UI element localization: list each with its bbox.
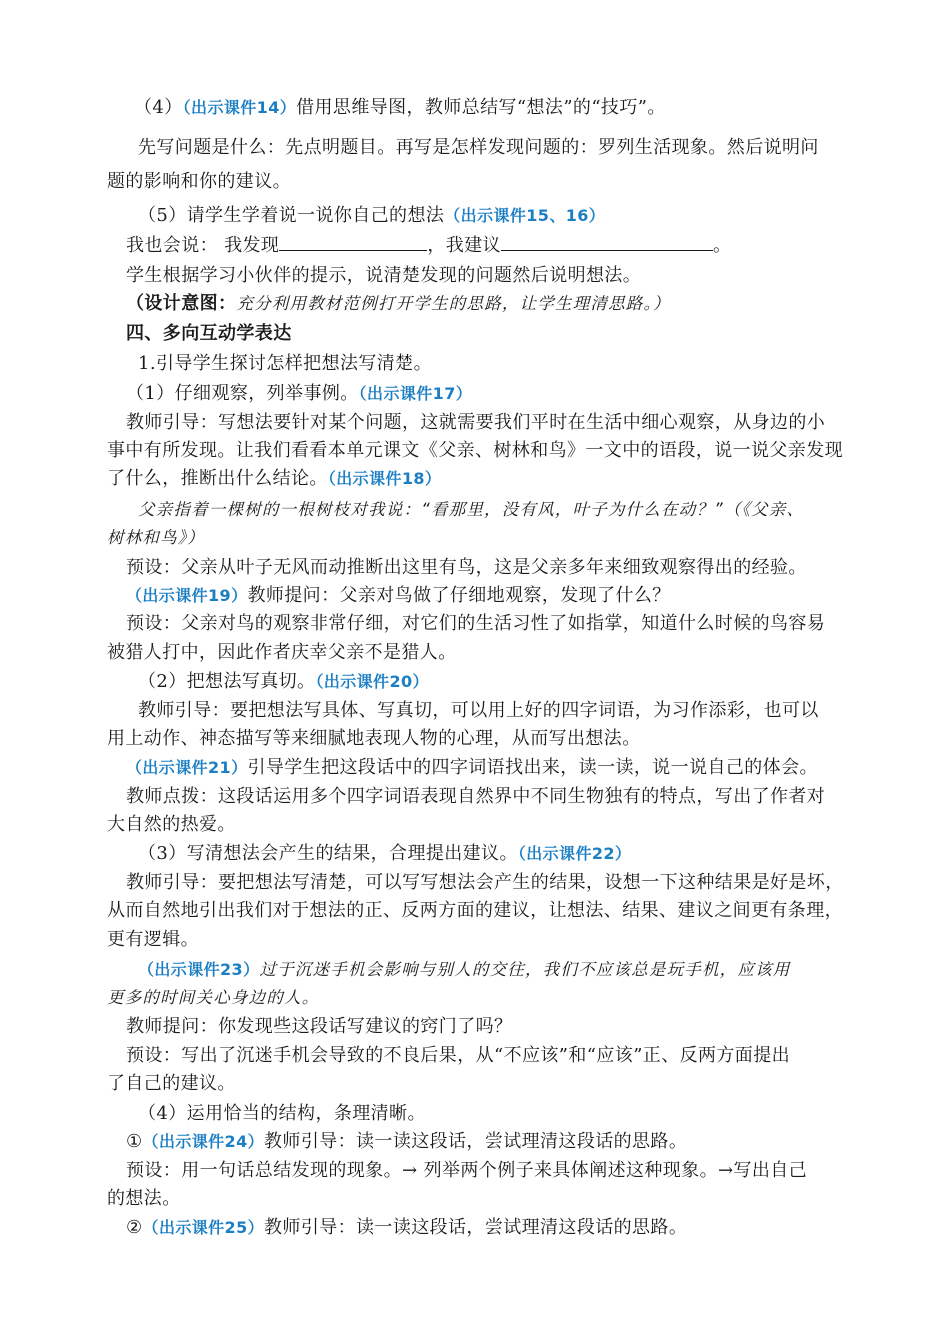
- line-text: 教师提问：父亲对鸟做了仔细地观察，发现了什么？: [247, 585, 671, 606]
- paragraph-line: 先写问题是什么：先点明题目。再写是怎样发现问题的：罗列生活现象。然后说明问: [138, 137, 819, 158]
- paragraph-line: 的想法。: [107, 1188, 181, 1209]
- line-text: 借用思维导图，教师总结写“想法”的“技巧”。: [296, 97, 666, 118]
- paragraph-line: （4）运用恰当的结构，条理清晰。: [138, 1103, 426, 1124]
- step-number: （4）: [134, 97, 183, 118]
- paragraph-line: 题的影响和你的建议。: [107, 171, 291, 192]
- courseware-reference: （出示课件19）: [126, 586, 248, 605]
- paragraph-line: [134, 96, 666, 120]
- fill-blank-1: [279, 234, 427, 251]
- paragraph-line: 从而自然地引出我们对于想法的正、反两方面的建议，让想法、结果、建议之间更有条理，: [107, 900, 843, 921]
- paragraph-line: 事中有所发现。让我们看看本单元课文《父亲、树林和鸟》一文中的语段，说一说父亲发现: [107, 440, 843, 461]
- paragraph-line: [107, 467, 441, 491]
- courseware-reference: （出示课件24）: [142, 1132, 265, 1151]
- design-intent-line: [126, 292, 671, 316]
- paragraph-line: 了自己的建议。: [107, 1073, 236, 1094]
- courseware-reference: （出示课件23）: [138, 960, 260, 979]
- design-intent-text: 充分利用教材范例打开学生的思路，让学生理清思路。）: [236, 294, 671, 313]
- paragraph-line: [126, 382, 472, 406]
- line-text: （5）请学生学着说一说你自己的想法: [138, 205, 445, 226]
- circled-number: ②: [126, 1217, 143, 1238]
- paragraph-line: 用上动作、神态描写等来细腻地表现人物的心理，从而写出想法。: [107, 728, 641, 749]
- paragraph-line: 预设：用一句话总结发现的现象。→ 列举两个例子来具体阐述这种现象。→写出自己: [126, 1160, 808, 1181]
- courseware-reference: （出示课件22）: [517, 844, 632, 863]
- quote-line: 父亲指着一棵树的一根树枝对我说：“看那里，没有风，叶子为什么在动？”（《父亲、: [138, 500, 805, 519]
- circled-number: ①: [126, 1131, 143, 1152]
- line-text: （3）写清想法会产生的结果，合理提出建议。: [138, 843, 518, 864]
- paragraph-line: [138, 842, 631, 866]
- line-text: （1）仔细观察，列举事例。: [126, 383, 359, 404]
- paragraph-line: [126, 1216, 687, 1240]
- paragraph-line: 被猎人打中，因此作者庆幸父亲不是猎人。: [107, 642, 457, 663]
- paragraph-line: 1.引导学生探讨怎样把想法写清楚。: [138, 353, 432, 374]
- section-heading: 四、多向互动学表达: [126, 323, 292, 344]
- paragraph-line: 预设：写出了沉迷手机会导致的不良后果，从“不应该”和“应该”正、反两方面提出: [126, 1045, 791, 1066]
- courseware-reference: （出示课件18）: [327, 469, 442, 488]
- courseware-reference: （出示课件20）: [315, 672, 429, 691]
- courseware-reference: （出示课件14）: [182, 98, 297, 117]
- courseware-reference: （出示课件17）: [358, 384, 473, 403]
- paragraph-line: 教师引导：要把想法写清楚，可以写写想法会产生的结果，设想一下这种结果是好是坏，: [126, 872, 844, 893]
- paragraph-line: [138, 670, 429, 694]
- paragraph-line: 更有逻辑。: [107, 929, 199, 950]
- courseware-reference: （出示课件21）: [126, 758, 248, 777]
- line-text: 教师引导：读一读这段话，尝试理清这段话的思路。: [264, 1217, 688, 1238]
- quote-line: 树林和鸟》）: [107, 528, 205, 547]
- example-text: 过于沉迷手机会影响与别人的交往，我们不应该总是玩手机，应该用: [259, 960, 791, 979]
- sentence-middle: ，我建议: [427, 235, 501, 256]
- fill-in-sentence: [126, 234, 731, 258]
- design-intent-label: （设计意图：: [126, 293, 237, 314]
- line-text: （2）把想法写真切。: [138, 671, 316, 692]
- paragraph-line: 大自然的热爱。: [107, 814, 236, 835]
- paragraph-line: [138, 204, 605, 228]
- line-text: 引导学生把这段话中的四字词语找出来，读一读，说一说自己的体会。: [247, 757, 818, 778]
- paragraph-line: 教师引导：写想法要针对某个问题，这就需要我们平时在生活中细心观察，从身边的小: [126, 412, 826, 433]
- paragraph-line: 教师点拨：这段话运用多个四字词语表现自然界中不同生物独有的特点，写出了作者对: [126, 786, 826, 807]
- paragraph-line: [126, 1130, 687, 1154]
- courseware-reference: （出示课件25）: [142, 1218, 265, 1237]
- paragraph-line: 学生根据学习小伙伴的提示，说清楚发现的问题然后说明想法。: [126, 265, 642, 286]
- courseware-reference: （出示课件15、16）: [444, 206, 606, 225]
- paragraph-line: 预设：父亲对鸟的观察非常仔细，对它们的生活习性了如指掌，知道什么时候的鸟容易: [126, 613, 826, 634]
- sentence-prefix: 我也会说： 我发现: [126, 235, 280, 256]
- line-text: 了什么，推断出什么结论。: [107, 468, 328, 489]
- paragraph-line: 教师引导：要把想法写具体、写真切，可以用上好的四字词语，为习作添彩，也可以: [138, 700, 819, 721]
- sentence-end: 。: [712, 235, 732, 256]
- example-line: 更多的时间关心身边的人。: [107, 988, 320, 1007]
- line-text: 教师引导：读一读这段话，尝试理清这段话的思路。: [264, 1131, 688, 1152]
- paragraph-line: [126, 584, 671, 608]
- paragraph-line: [126, 756, 818, 780]
- fill-blank-2: [501, 234, 713, 251]
- paragraph-line: 教师提问：你发现些这段话写建议的窍门了吗？: [126, 1016, 513, 1037]
- paragraph-line: [138, 958, 790, 982]
- paragraph-line: 预设：父亲从叶子无风而动推断出这里有鸟，这是父亲多年来细致观察得出的经验。: [126, 557, 807, 578]
